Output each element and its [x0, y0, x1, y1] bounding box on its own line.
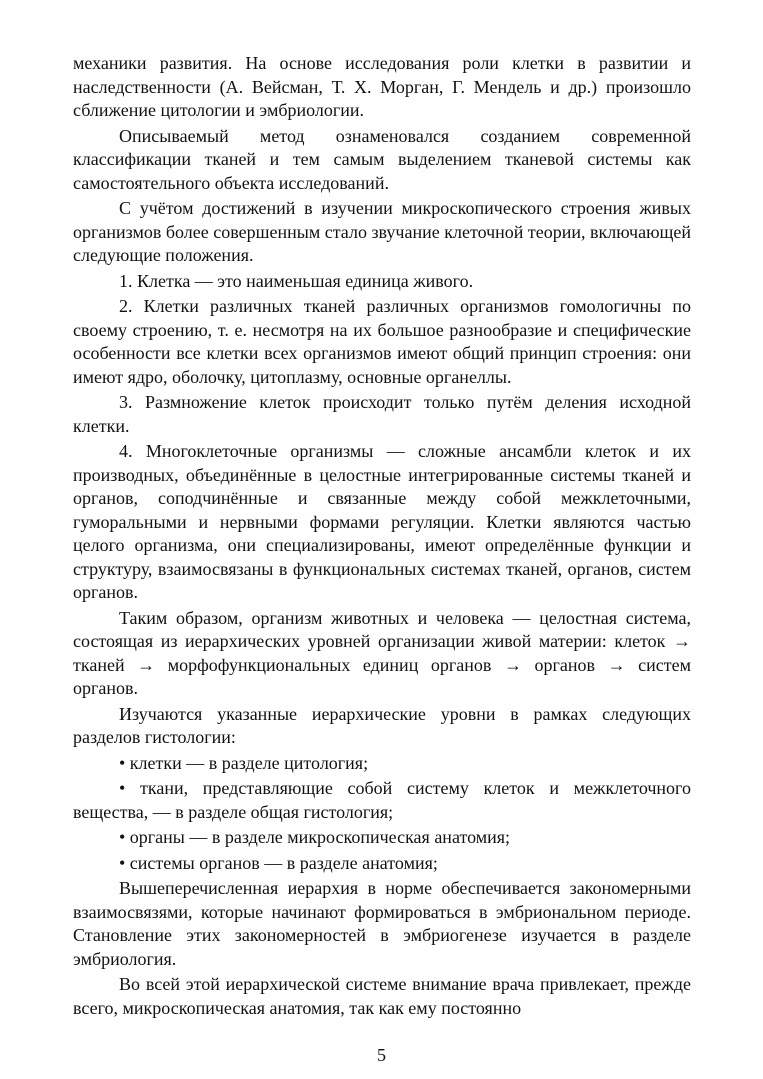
paragraph-continuation: механики развития. На основе исследования роли клетки в развитии и наследственности (А. Вейсман, Т. Х. Морган, Г. Мендель и др.) произошло сближение цитологии и эмбриологии. — [73, 53, 691, 120]
bullet-item-organ-systems: • системы органов — в разделе анатомия; — [119, 852, 438, 873]
page-number: 5 — [377, 1045, 386, 1065]
page-body — [73, 52, 691, 1020]
list-item-1: 1. Клетка — это наименьшая единица живого. — [119, 270, 474, 291]
paragraph-hierarchy: Таким образом, организм животных и человека — целостная система, состоящая из иерархических уровней организации живой материи: клеток → тканей → морфофункциональных единиц органов → органов → систем органов. — [73, 607, 691, 698]
list-item-2: 2. Клетки различных тканей различных организмов гомологичны по своему строению, т. е. несмотря на их большое разнообразие и специфические особенности все клетки всех организмов имеют общий принцип строения: они имеют ядро, оболочку, цитоплазму, основные органеллы. — [73, 296, 691, 387]
paragraph-cell-theory-intro: С учётом достижений в изучении микроскопического строения живых организмов более совершенным стало звучание клеточной теории, включающей следующие положения. — [73, 198, 692, 265]
paragraph-sections-intro: Изучаются указанные иерархические уровни в рамках следующих разделов гистологии: — [73, 703, 691, 747]
paragraph-embryology: Вышеперечисленная иерархия в норме обеспечивается закономерными взаимосвязями, которые начинают формироваться в эмбриональном периоде. Становление этих закономерностей в эмбриогенезе изучается в разделе эмбриология. — [73, 878, 691, 969]
list-item-4: 4. Многоклеточные организмы — сложные ансамбли клеток и их производных, объединённые в целостные интегрированные системы тканей и органов, соподчинённые и связанные между собой межклеточными, гуморальными и нервными формами регуляции. Клетки являются частью целого организма, они специализированы, имеют определённые функции и структуру, взаимосвязаны в функциональных системах тканей, органов, систем органов. — [73, 441, 691, 602]
paragraph-physician: Во всей этой иерархической системе внимание врача привлекает, прежде всего, микроскопическая анатомия, так как ему постоянно — [73, 974, 691, 1018]
paragraph-method: Описываемый метод ознаменовался созданием современной классификации тканей и тем самым выделением тканевой системы как самостоятельного объекта исследований. — [73, 125, 691, 193]
bullet-item-cells: • клетки — в разделе цитология; — [119, 752, 369, 773]
bullet-item-tissues: • ткани, представляющие собой систему клеток и межклеточного вещества, — в разделе общая гистология; — [73, 778, 691, 822]
bullet-item-organs: • органы — в разделе микроскопическая анатомия; — [119, 827, 511, 847]
list-item-3: 3. Размножение клеток происходит только путём деления исходной клетки. — [73, 392, 691, 436]
